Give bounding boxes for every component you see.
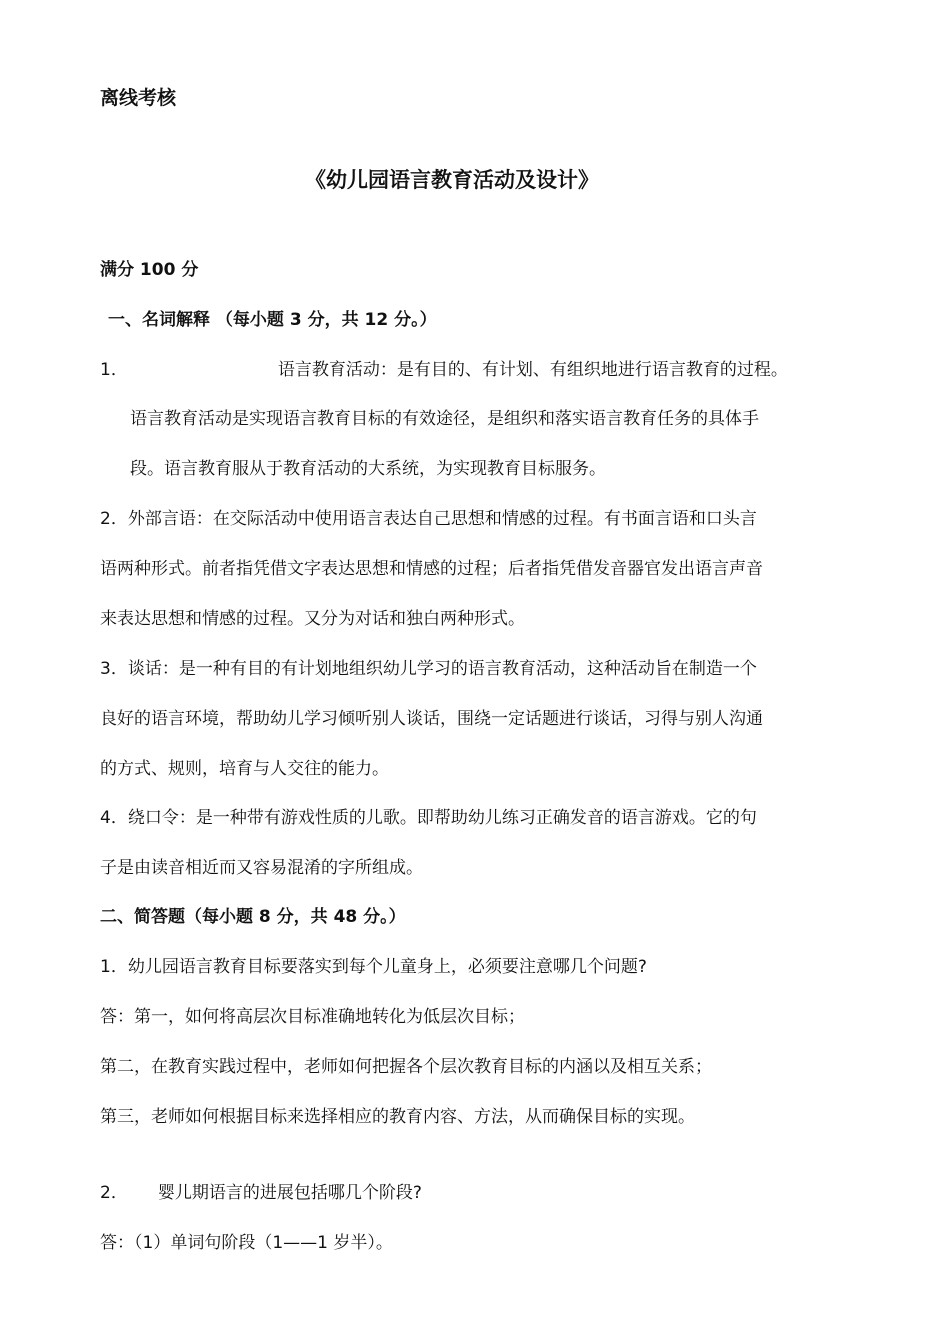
term-item-3-line-2: 良好的语言环境，帮助幼儿学习倾听别人谈话，围绕一定话题进行谈话，习得与别人沟通 [100,709,763,729]
term-item-2-line-1: 2．外部言语：在交际活动中使用语言表达自己思想和情感的过程。有书面言语和口头言 [100,509,757,529]
short-answer-q1: 1．幼儿园语言教育目标要落实到每个儿童身上，必须要注意哪几个问题? [100,957,647,977]
short-answer-q2-text: 婴儿期语言的进展包括哪几个阶段? [157,1183,422,1203]
term-item-1-line-1 [100,358,788,382]
term-item-1-number: 1． [100,360,128,380]
section1-heading: 一、名词解释 （每小题 3 分，共 12 分。） [108,310,437,330]
short-answer-q1-answer-3: 第三，老师如何根据目标来选择相应的教育内容、方法，从而确保目标的实现。 [100,1107,695,1127]
short-answer-q1-answer-2: 第二，在教育实践过程中，老师如何把握各个层次教育目标的内涵以及相互关系； [100,1057,712,1077]
term-item-1-line-3: 段。语言教育服从于教育活动的大系统，为实现教育目标服务。 [130,459,606,479]
short-answer-q2-answer: 答：（1）单词句阶段（1——1 岁半）。 [100,1233,393,1253]
term-item-1-text: 语言教育活动：是有目的、有计划、有组织地进行语言教育的过程。 [277,360,788,380]
term-item-4-line-2: 子是由读音相近而又容易混淆的字所组成。 [100,858,423,878]
section2-heading: 二、简答题（每小题 8 分，共 48 分。） [100,907,406,927]
document-title: 《幼儿园语言教育活动及设计》 [305,168,599,192]
term-item-1-line-2: 语言教育活动是实现语言教育目标的有效途径，是组织和落实语言教育任务的具体手 [130,409,759,429]
offline-exam-label: 离线考核 [100,87,177,109]
term-item-2-line-2: 语两种形式。前者指凭借文字表达思想和情感的过程；后者指凭借发音器官发出语言声音 [100,559,763,579]
short-answer-q2-number: 2． [100,1183,128,1203]
short-answer-q2 [100,1181,422,1205]
term-item-3-line-3: 的方式、规则，培育与人交往的能力。 [100,759,389,779]
term-item-2-line-3: 来表达思想和情感的过程。又分为对话和独白两种形式。 [100,609,525,629]
term-item-3-line-1: 3．谈话：是一种有目的有计划地组织幼儿学习的语言教育活动，这种活动旨在制造一个 [100,659,757,679]
term-item-4-line-1: 4．绕口令：是一种带有游戏性质的儿歌。即帮助幼儿练习正确发音的语言游戏。它的句 [100,808,757,828]
score-total: 满分 100 分 [100,260,199,280]
short-answer-q1-answer-1: 答：第一，如何将高层次目标准确地转化为低层次目标； [100,1007,525,1027]
